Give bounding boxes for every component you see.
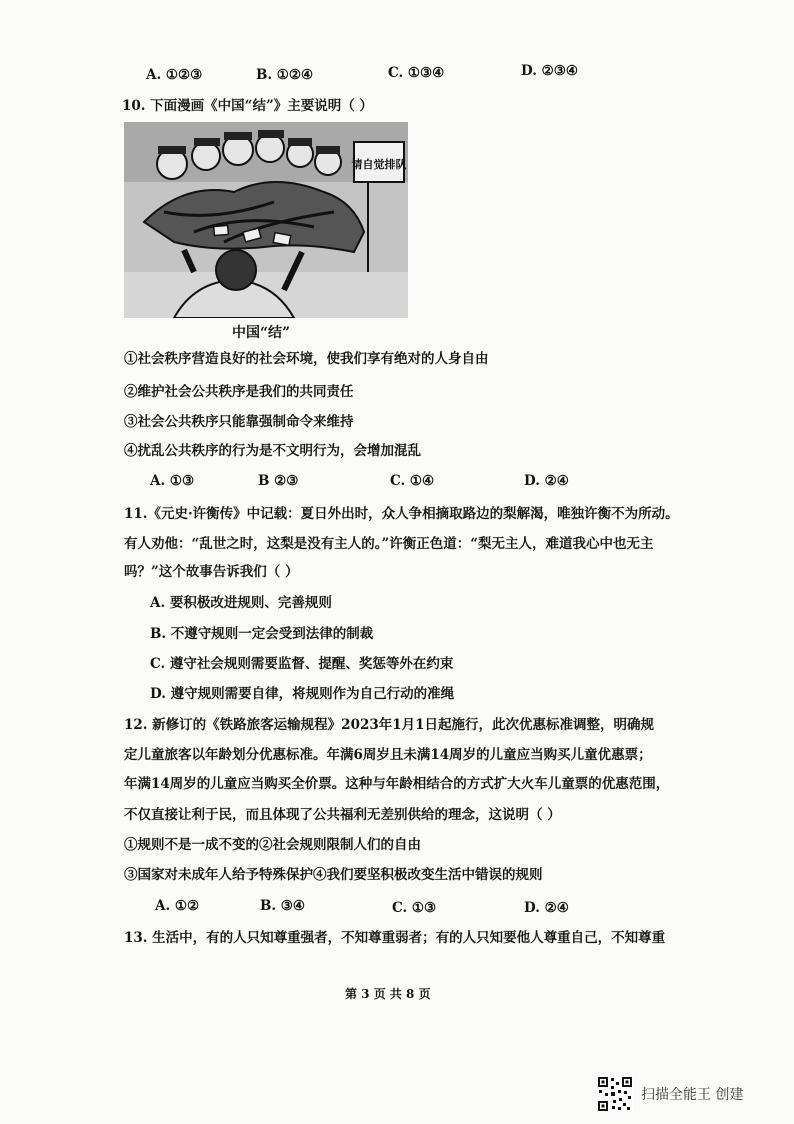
q12-item-2: ③国家对未成年人给予特殊保护④我们要坚积极改变生活中错误的规则 — [124, 867, 543, 883]
q11-line-3: 吗？”这个故事告诉我们（ ） — [124, 564, 299, 580]
cartoon-image — [124, 122, 408, 318]
q10-item-4: ④扰乱公共秩序的行为是不文明行为，会增加混乱 — [124, 443, 421, 459]
q11-option-a: A. 要积极改进规则、完善规则 — [150, 595, 332, 611]
q12-option-a: A. ①② — [155, 898, 200, 914]
q12-item-1: ①规则不是一成不变的②社会规则限制人们的自由 — [124, 837, 421, 853]
q9-option-b: B. ①②④ — [256, 67, 314, 83]
q11-option-b: B. 不遵守规则一定会受到法律的制裁 — [150, 626, 374, 642]
q10-option-c: C. ①④ — [390, 473, 435, 489]
q9-option-c: C. ①③④ — [388, 65, 445, 81]
q10-item-2: ②维护社会公共秩序是我们的共同责任 — [124, 384, 354, 400]
cartoon-caption: 中国“结” — [232, 325, 291, 341]
q12-option-b: B. ③④ — [260, 898, 306, 914]
q10-option-a: A. ①③ — [150, 473, 195, 489]
q10-item-1: ①社会秩序营造良好的社会环境，使我们享有绝对的人身自由 — [124, 351, 489, 367]
q10-item-3: ③社会公共秩序只能靠强制命令来维持 — [124, 414, 354, 430]
q13-line-1: 13. 生活中，有的人只知尊重强者，不知尊重弱者；有的人只知要他人尊重自己，不知尊重 — [124, 930, 666, 946]
q11-option-d: D. 遵守规则需要自律，将规则作为自己行动的准绳 — [150, 686, 455, 702]
q9-option-a: A. ①②③ — [146, 67, 203, 83]
cartoon-sign-text: 请自觉排队 — [351, 158, 407, 171]
watermark-text: 扫描全能王 创建 — [641, 1087, 744, 1103]
q10-option-b: B ②③ — [258, 473, 299, 489]
q12-line-4: 不仅直接让利于民，而且体现了公共福利无差别供给的理念，这说明（ ） — [124, 807, 561, 823]
q12-line-1: 12. 新修订的《铁路旅客运输规程》2023年1月1日起施行，此次优惠标准调整，明确规 — [124, 717, 655, 733]
q12-option-c: C. ①③ — [392, 900, 437, 916]
qr-code-icon — [597, 1076, 633, 1112]
q12-line-2: 定儿童旅客以年龄划分优惠标准。年满6周岁且未满14周岁的儿童应当购买儿童优惠票； — [124, 747, 652, 763]
q11-line-1: 11.《元史·许衡传》中记载：夏日外出时，众人争相摘取路边的梨解渴，唯独许衡不为所动。 — [124, 506, 679, 522]
q12-option-d: D. ②④ — [524, 900, 569, 916]
q11-option-c: C. 遵守社会规则需要监督、提醒、奖惩等外在约束 — [150, 656, 454, 672]
q11-line-2: 有人劝他：“乱世之时，这梨是没有主人的。”许衡正色道：“梨无主人，难道我心中也无主 — [124, 536, 654, 552]
page-number: 第 3 页 共 8 页 — [345, 987, 431, 1001]
q12-line-3: 年满14周岁的儿童应当购买全价票。这种与年龄相结合的方式扩大火车儿童票的优惠范围， — [124, 776, 670, 792]
q10-option-d: D. ②④ — [524, 473, 569, 489]
q9-option-d: D. ②③④ — [521, 63, 578, 79]
q10-stem: 10. 下面漫画《中国“结”》主要说明（ ） — [122, 98, 373, 114]
